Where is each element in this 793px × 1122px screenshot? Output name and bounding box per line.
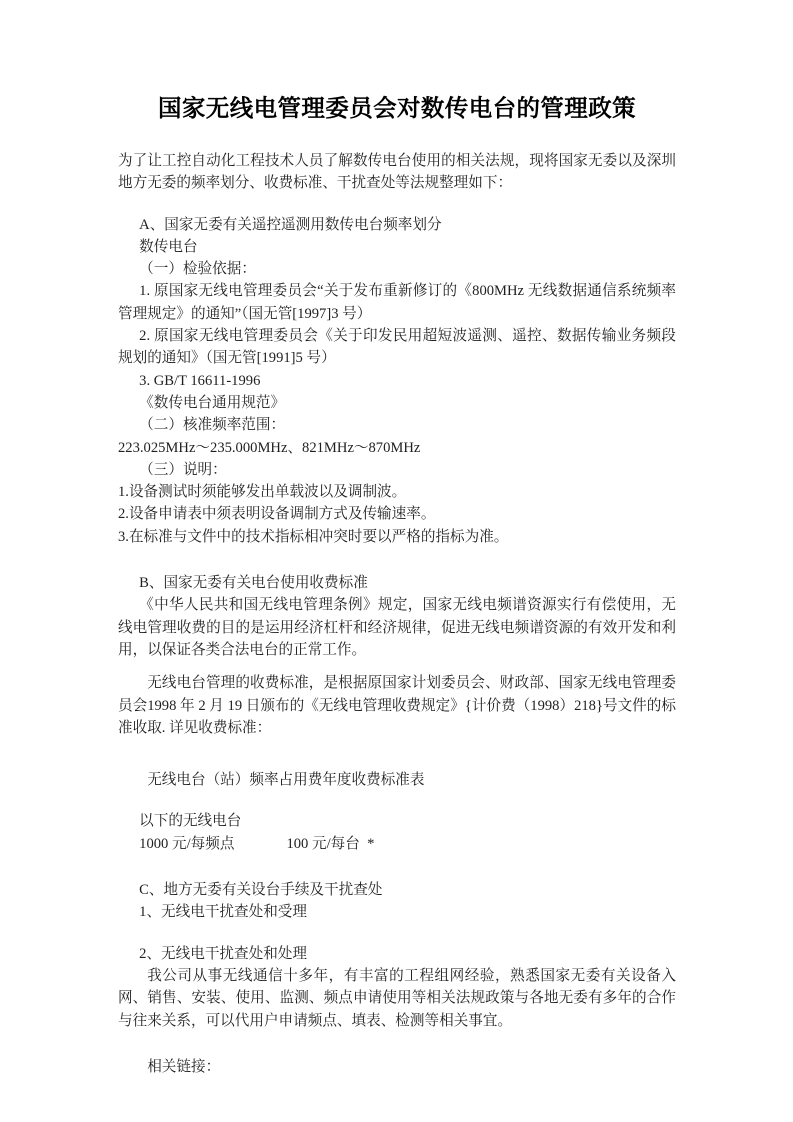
section-b-heading: B、国家无委有关电台使用收费标准: [139, 575, 368, 592]
spacer: [118, 661, 676, 672]
spacer: [118, 791, 676, 810]
section-c-paragraph: 我公司从事无线通信十多年，有丰富的工程组网经验，熟悉国家无委有关设备入网、销售、安装、使用、监测、频点申请使用等相关法规政策与各地无委有多年的合作与往来关系，可以代用户申请频点、填表、检测等相关事宜。: [118, 967, 676, 1029]
section-b-paragraph-1: 《中华人民共和国无线电管理条例》规定，国家无线电频谱资源实行有偿使用，无线电管理收费的目的是运用经济杠杆和经济规律，促进无线电频谱资源的有效开发和利用，以保证各类合法电台的正常工作。: [118, 597, 676, 658]
section-a-basis-3: 3. GB/T 16611-1996: [139, 372, 261, 389]
frequency-range-value: 223.025MHz～235.000MHz、821MHz～870MHz: [118, 439, 421, 456]
section-a-sub2-heading: （二）核准频率范围：: [139, 417, 286, 434]
document-body: [118, 92, 676, 1078]
spacer: [118, 195, 676, 214]
spacer: [118, 1032, 676, 1056]
section-a-sub3-heading: （三）说明：: [139, 461, 227, 478]
fee-table-row: [118, 833, 676, 855]
section-b-paragraph-2: 无线电台管理的收费标准，是根据原国家计划委员会、财政部、国家无线电管理委员会1998 年 2 月 19 日颁布的《无线电管理收费规定》{计价费（1998）218}号文件的标准收取. 详见收费标准：: [118, 675, 676, 736]
fee-per-unit-value: 100 元/每台 *: [286, 835, 375, 852]
related-links-label: 相关链接：: [147, 1058, 221, 1075]
section-a-subject: 数传电台: [139, 238, 198, 255]
section-a-basis-3-title: 《数传电台通用规范》: [139, 394, 286, 411]
section-a-basis-1: 1. 原国家无线电管理委员会“关于发布重新修订的《800MHz 无线数据通信系统频率管理规定》的通知”（国无管[1997]3 号）: [118, 283, 676, 322]
section-c-item-2: 2、无线电干扰查处和处理: [139, 945, 307, 962]
section-a-basis-2: 2. 原国家无线电管理委员会《关于印发民用超短波遥测、遥控、数据传输业务频段规划的通知》（国无管[1991]5 号）: [118, 328, 676, 367]
spacer: [118, 548, 676, 572]
section-a-sub1-heading: （一）检验依据：: [139, 261, 256, 278]
spacer: [118, 739, 676, 769]
spacer: [118, 855, 676, 879]
fee-per-frequency-value: 1000 元/每频点: [139, 835, 235, 852]
section-a-note-2: 2.设备申请表中须表明设备调制方式及传输速率。: [118, 506, 436, 523]
fee-table-category: 以下的无线电台: [139, 813, 242, 830]
section-a-note-3: 3.在标准与文件中的技术指标相冲突时要以严格的指标为准。: [118, 528, 509, 545]
section-a-heading: A、国家无委有关遥控遥测用数传电台频率划分: [139, 216, 442, 233]
section-a-note-1: 1.设备测试时须能够发出单载波以及调制波。: [118, 484, 407, 501]
page-title: 国家无线电管理委员会对数传电台的管理政策: [158, 96, 636, 122]
intro-paragraph: 为了让工控自动化工程技术人员了解数传电台使用的相关法规，现将国家无委以及深圳地方无委的频率划分、收费标准、干扰查处等法规整理如下：: [118, 153, 676, 192]
fee-table-title: 无线电台（站）频率占用费年度收费标准表: [147, 772, 425, 789]
spacer: [118, 924, 676, 943]
section-c-heading: C、地方无委有关设台手续及干扰查处: [139, 882, 383, 899]
section-c-item-1: 1、无线电干扰查处和受理: [139, 904, 307, 921]
